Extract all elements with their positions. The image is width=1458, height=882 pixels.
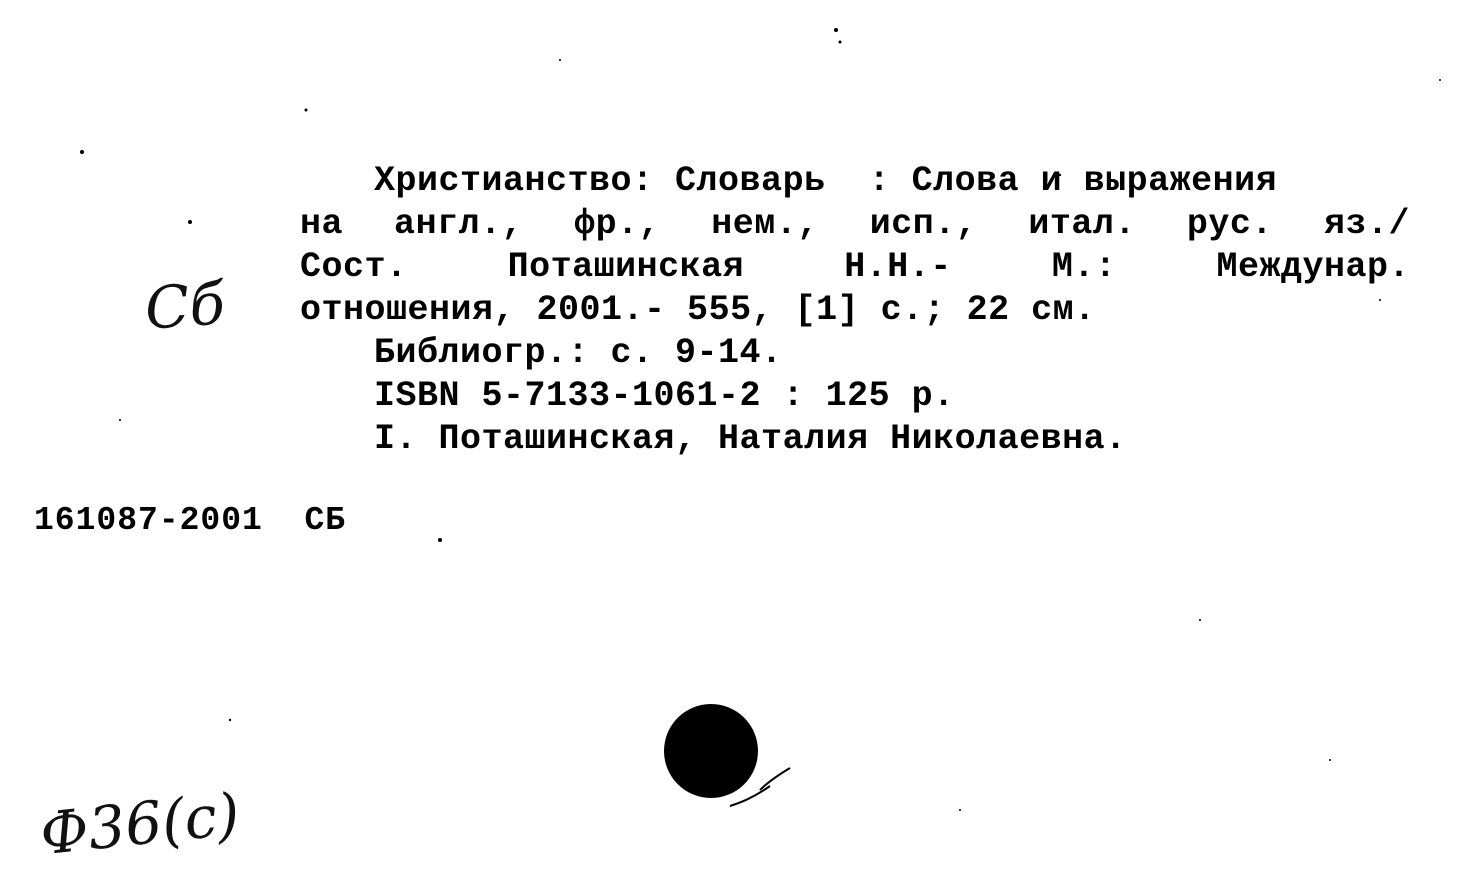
entry-line-isbn: ISBN 5-7133-1061-2 : 125 р. xyxy=(374,376,955,416)
handwritten-code: Ф36(с) xyxy=(36,779,243,869)
bibliographic-entry xyxy=(300,160,1410,461)
entry-line-languages: на англ., фр., нем., исп., итал. рус. яз./ xyxy=(300,204,1410,244)
shelf-mark: 161087-2001 СБ xyxy=(34,502,347,539)
entry-line-publication: отношения, 2001.- 555, [1] с.; 22 см. xyxy=(300,290,1096,330)
handwritten-mark: Сб xyxy=(142,269,228,343)
entry-line-title: Христианство: Словарь : Слова и выражения xyxy=(374,161,1278,201)
entry-line-compiler: Сост. Поташинская Н.Н.- М.: Междунар. xyxy=(300,247,1410,287)
entry-line-bibliography: Библиогр.: с. 9-14. xyxy=(374,333,783,373)
entry-line-author: I. Поташинская, Наталия Николаевна. xyxy=(374,419,1127,459)
punch-hole xyxy=(664,704,758,798)
